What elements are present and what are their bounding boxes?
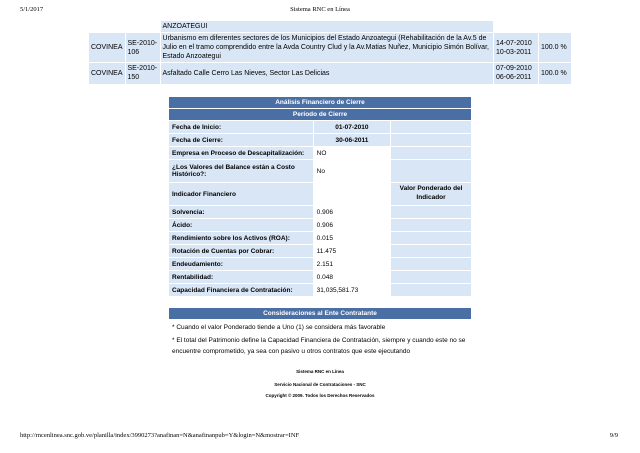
contract-code: SE-2010-106 <box>126 33 160 62</box>
table-row <box>169 160 471 182</box>
financial-analysis-title: Análisis Financiero de Cierre <box>169 97 471 108</box>
empty-cell <box>391 271 471 283</box>
print-footer <box>0 432 640 444</box>
empty-cell <box>314 183 390 205</box>
contract-code <box>126 21 160 32</box>
decapitalization-value: NO <box>314 147 390 159</box>
empty-cell <box>391 134 471 146</box>
start-date-label: Fecha de Inicio: <box>169 121 313 133</box>
indicator-label: Endeudamiento: <box>169 258 313 270</box>
contract-entity <box>89 21 125 32</box>
contract-percent: 100.0 % <box>539 63 571 83</box>
print-date: 5/1/2017 <box>20 6 44 13</box>
table-row <box>89 21 571 32</box>
indicator-label: Ácido: <box>169 219 313 231</box>
consideration-note: * Cuando el valor Ponderado tiende a Uno (1) se considera más favorable <box>172 324 386 331</box>
table-row <box>169 206 471 218</box>
indicator-value: 0.015 <box>314 232 390 244</box>
indicator-value: 0.048 <box>314 271 390 283</box>
print-header <box>0 6 640 18</box>
contract-dates: 07-09-2010 06-06-2011 <box>494 63 538 83</box>
end-date-label: Fecha de Cierre: <box>169 134 313 146</box>
indicator-value: 0.906 <box>314 206 390 218</box>
historical-cost-value: No <box>314 160 390 182</box>
table-row <box>169 219 471 231</box>
table-row <box>169 232 471 244</box>
contract-description: Urbanismo em diferentes sectores de los Municipios del Estado Anzoategui (Rehabilitación de la Av.5 de Julio en el tramo comprendido entre la Avda Country Clud y la Av.Matias Nuñez, Municipio Simón Bolívar, Estado Anzoategui <box>161 33 493 62</box>
financial-analysis-table <box>168 96 472 297</box>
empty-cell <box>391 232 471 244</box>
contract-dates: 14-07-2010 10-03-2011 <box>494 33 538 62</box>
indicator-value: 11.475 <box>314 245 390 257</box>
table-row <box>169 271 471 283</box>
table-row <box>169 121 471 133</box>
contract-percent <box>539 21 571 32</box>
table-row <box>169 245 471 257</box>
contract-description: ANZOATEGUI <box>161 21 493 32</box>
indicator-label: Rendimiento sobre los Activos (ROA): <box>169 232 313 244</box>
print-url: http://rncenlinea.snc.gob.ve/planilla/index/3990273?anafinan=N&anafinanpub=Y&login=N&mostrar=INF <box>20 432 300 439</box>
table-row <box>169 258 471 270</box>
footer-system-name: Sistema RNC en Línea <box>296 369 344 374</box>
contract-entity: COVINEA <box>89 33 125 62</box>
contracts-table <box>88 20 572 85</box>
empty-cell <box>391 147 471 159</box>
contract-percent: 100.0 % <box>539 33 571 62</box>
indicator-value: 2.151 <box>314 258 390 270</box>
contract-entity: COVINEA <box>89 63 125 83</box>
indicator-label: Rentabilidad: <box>169 271 313 283</box>
closing-period-title: Período de Cierre <box>169 109 471 120</box>
table-row <box>169 183 471 205</box>
table-row <box>169 284 471 296</box>
consideration-note: * El total del Patrimonio define la Capacidad Financiera de Contratación, siempre y cuando este no se encuentre comprometido, ya sea con pasivo u otros contratos que este ejecutando <box>172 337 466 355</box>
page-number: 9/9 <box>609 432 618 439</box>
footer-copyright: Copyright © 2009. Todos los Derechos Reservados <box>265 393 375 398</box>
footer-service-name: Servicio Nacional de Contrataciones - SNC <box>274 382 366 387</box>
weighted-value-header: Valor Ponderado del Indicador <box>391 183 471 205</box>
considerations-title: Consideraciones al Ente Contratante <box>169 308 471 319</box>
empty-cell <box>391 258 471 270</box>
table-row <box>89 63 571 83</box>
indicator-label: Rotación de Cuentas por Cobrar: <box>169 245 313 257</box>
contract-dates <box>494 21 538 32</box>
empty-cell <box>391 284 471 296</box>
table-row <box>89 33 571 62</box>
empty-cell <box>391 206 471 218</box>
indicator-label: Solvencia: <box>169 206 313 218</box>
contract-description: Asfaltado Calle Cerro Las Nieves, Sector Las Delicias <box>161 63 493 83</box>
start-date-value: 01-07-2010 <box>314 121 390 133</box>
empty-cell <box>391 121 471 133</box>
table-row <box>169 147 471 159</box>
indicator-value: 31,035,581.73 <box>314 284 390 296</box>
empty-cell <box>391 219 471 231</box>
indicator-header: Indicador Financiero <box>169 183 313 205</box>
indicator-value: 0.906 <box>314 219 390 231</box>
decapitalization-label: Empresa en Proceso de Descapitalización: <box>169 147 313 159</box>
empty-cell <box>391 160 471 182</box>
historical-cost-label: ¿Los Valores del Balance están a Costo Histórico?: <box>169 160 313 182</box>
print-title: Sistema RNC en Línea <box>290 6 350 13</box>
table-row <box>169 134 471 146</box>
end-date-value: 30-06-2011 <box>314 134 390 146</box>
contract-code: SE-2010-150 <box>126 63 160 83</box>
indicator-label: Capacidad Financiera de Contratación: <box>169 284 313 296</box>
empty-cell <box>391 245 471 257</box>
